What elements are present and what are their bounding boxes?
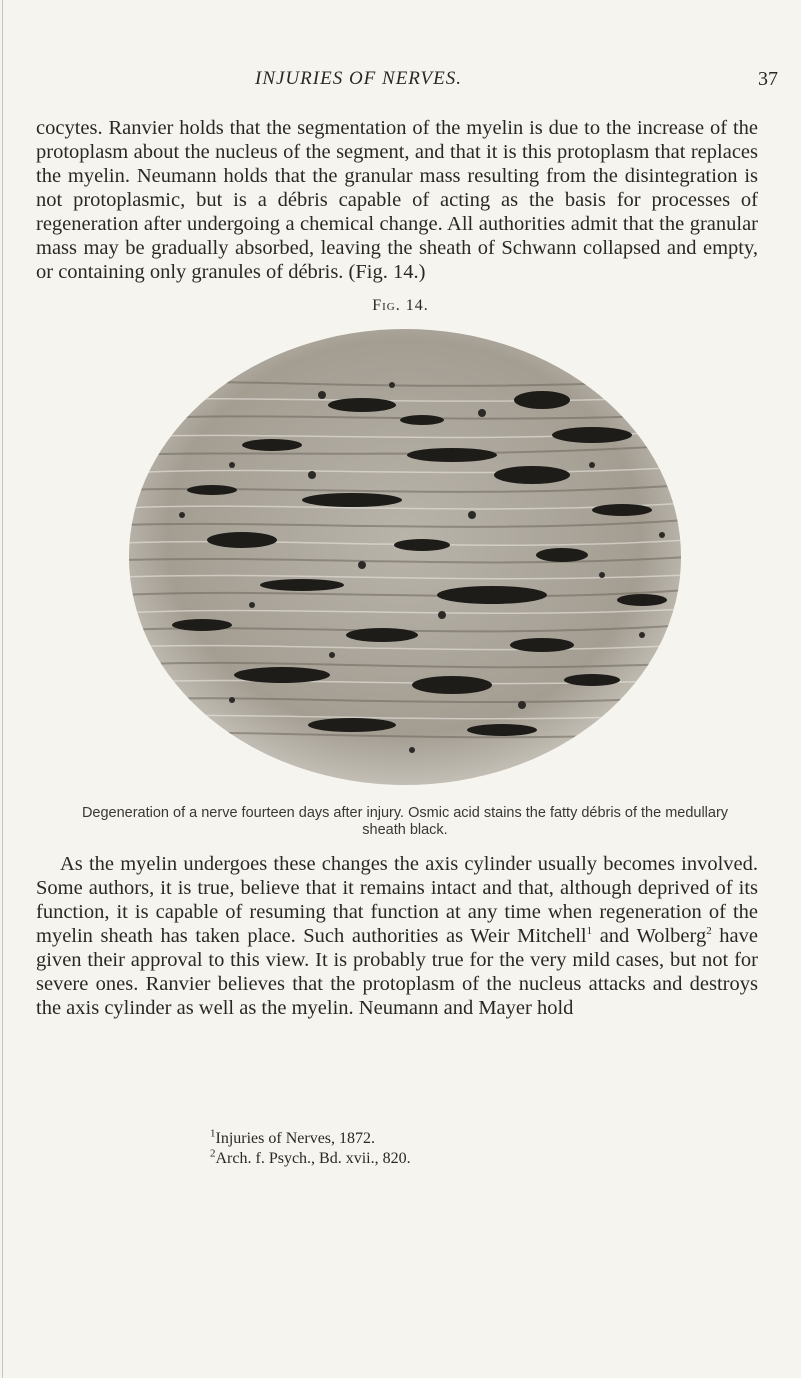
footnote-text: Injuries of Nerves, 1872. <box>215 1130 376 1147</box>
paragraph-1 <box>36 116 758 284</box>
paragraph-2-text <box>36 852 758 1020</box>
footnote-mark: 2 <box>210 1147 216 1160</box>
footnote <box>210 1149 411 1169</box>
page-number: 37 <box>758 68 778 90</box>
running-head: INJURIES OF NERVES. <box>255 68 463 89</box>
footnote-text: Arch. f. Psych., Bd. xvii., 820. <box>215 1150 411 1167</box>
paragraph-2-part-1: As the myelin undergoes these changes the axis cylinder usually becomes involved. Some authors, it is true, believe that it remains intact and that, although deprived of its function, it is capable of resuming that function at any time when regeneration of the myelin sheath has taken place. Such authorities as Weir Mitchell <box>36 853 758 947</box>
page-edge <box>2 0 3 1378</box>
nerve-micrograph-illustration <box>122 325 687 795</box>
footnote-ref-2: 2 <box>706 925 712 938</box>
footnote-mark: 1 <box>210 1127 216 1140</box>
paragraph-2-part-3: have given their approval to this view. It is probably true for the very mild cases, but not for severe ones. Ranvier believes that the protoplasm of the nucleus attacks and destroys the axis cylinder as well as the myelin. Neumann and Mayer hold <box>36 925 758 1019</box>
figure-caption: Degeneration of a nerve fourteen days after injury. Osmic acid stains the fatty débris of the medullary sheath black. <box>81 805 729 838</box>
paragraph-2-part-2: and Wolberg <box>592 925 707 947</box>
footnote-ref-1: 1 <box>586 925 593 938</box>
paragraph-2 <box>36 852 758 1020</box>
footnotes <box>210 1129 411 1169</box>
paragraph-1-text: cocytes. Ranvier holds that the segmentation of the myelin is due to the increase of the protoplasm about the nucleus of the segment, and that it is this protoplasm that replaces the myelin. Neumann holds that the granular mass resulting from the disintegration is not protoplasmic, but is a débris capable of acting as the basis for processes of regeneration after undergoing a chemical change. All authorities admit that the granular mass may be gradually absorbed, leaving the sheath of Schwann collapsed and empty, or containing only granules of débris. (Fig. 14.) <box>36 117 758 283</box>
page-header <box>0 68 801 92</box>
figure-label: Fig. 14. <box>372 297 429 314</box>
footnote <box>210 1129 411 1149</box>
